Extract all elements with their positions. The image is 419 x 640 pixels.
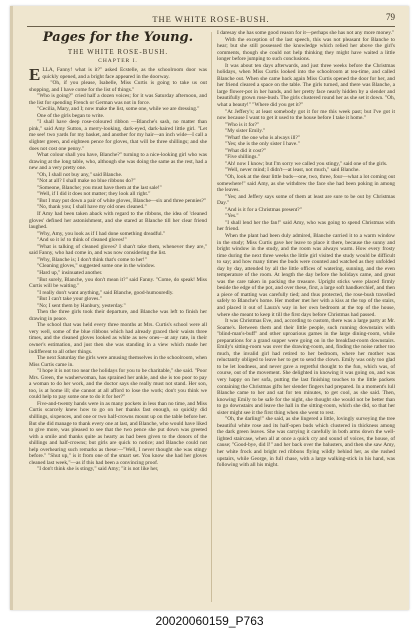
paragraph: "No; I sent them by Hanbury, yesterday." [37,302,126,309]
paragraph: "And so it is! to think of cleaned gloves!" [37,237,127,244]
paragraph: "My sister Emily." [225,128,266,135]
running-head-title: THE WHITE ROSE-BUSH. [152,14,270,24]
chapter-heading: CHAPTER I. [98,58,138,64]
paragraph: "I shall have deep rose-coloured ribbon —Blanche's sash, no matter than pink," said Amy Sutton, a merry-looking, dark-eyed, dark-haired little girl. "Let me see! two yards for my basket, and another for my hair—an inch wide—I call a slighter green, and eighteen pence for gloves, that will be three shillings; and she does not cost one penny." [29,119,207,152]
paragraph: "No, thank you; I shall have my old ones cleaned." [37,204,147,211]
paragraph: "I really don't want anything," said Blanche, good-humouredly. [37,289,174,296]
paragraph: It was Christmas Eve, and, according to custom, there was a large party at Mr. Soame's. Between them and their little people, such running downstairs with "blind-man's-buff" and other uproarious games in the large dining-room, while preparations for a grand supper were going on in the breakfast-room downstairs. Emily's sitting-room was over the drawing-room, and, finding the noise rather too much, the invalid girl had retired to her bedroom, where her mother was reluctantly obliged to leave her to get to send the clown. Emily was only too glad to be let loudness, and never gave a regretful thought to the fun, which was, of course, out of the movement. She delighted in knowing it was going on, and was very happy on her sofa, putting the last finishing touches to the little packets containing the Christmas gifts her slender fingers had prepared. In a moment's lull Blanche came to her and sat for ten minutes, to get cool, as she said. Then, knowing Emily to be safe for the night, she thought she would not be better than to go downstairs and leave the hall in the sitting-room, which she did, so that her sister might see it the first thing when she went to rest. [217,318,395,416]
running-head [13,12,409,26]
paragraph: When the plant had been duly admired, Blanche carried it to a warm window in the study; Miss Curtis gave her leave to place it there, because the sunny and bright window in the study, and the room was always warm. How every frosty time during the next three weeks the little girl visited the study would be difficult to say; and how many times the buds were counted and watched as they unfolded day by day, attended by all the little offices of watering, sunning, and the even temperature of the room. At length the day before the holidays came, and great was the care taken in packing the treasure. Upright sticks were placed firmly beside the edge of the pot, and over these, first, a large soft handkerchief, and then a piece of matting was carefully tied; and thus protected, the rose-bush travelled safely to Blanche's home. Her mother met her with a kiss at the top of the stairs, and placed it out of Laura's way in her own bedroom at the top of the house, where she meant to keep it till the first days before Christmas had passed. [217,232,395,318]
header-rule [27,26,395,27]
opening-paragraph [29,65,207,84]
paragraph: "Oh, I shall not buy any," said Blanche. [37,171,123,178]
paragraph: "Not at all? I shall make no blue ribbons do?" [37,178,136,185]
paragraph: "But surely, Blanche, you don't mean it?" said Fanny. "Come, do speak! Miss Curtis will be waiting." [29,276,207,290]
paragraph-text: LLA, Fanny! what is it?" asked Ecstelle, as the schoolroom door was quickly opened, and a bright face appeared in the doorway. [42,67,207,80]
paragraph: The next Saturday the girls were amusing themselves in the schoolroom, when Miss Curtis came in. [29,355,207,368]
paragraph: Five-and-twenty hands were in as many pockets in less than no time, and Miss Curtis scarcely knew how to go on her thanks fast enough, so quickly did shillings, sixpences, and one or two half-crowns mount up on the table before her. But she did manage to thank every one at last, and Blanche, who would have liked to give more, was pleased to see that the two pence she put down was greeted with a smile and thanks quite as hearty as had been given to the donors of the shillings and half-crowns; but girls are quick to notice; and Blanche could not help overhearing such remarks as these:—"Well, I never thought she was stingy before." "Shut up," is it from one of the smart set. You know she had her gloves cleaned last week,"—as if this had been a convincing proof. [29,400,207,466]
paragraph: "Why, Blanche is; I don't think that's come to her!" [37,256,147,263]
paragraph: "Someone, Blanche; you must have them at the last sale!" [37,184,162,191]
paragraph: "Yes." [225,213,239,220]
paragraph: "But I may put down a pair of white gloves, Blanche—six and three pennies?" [37,197,207,204]
paragraph: "Who is going?" cried half a dozen voices; for it was Saturday afternoon, and the list for spending French or German was not in force. [29,93,207,106]
paragraph: "Who is it for?" [225,121,260,128]
paragraph: "Cleaning gloves," suggested some one in the window. [37,263,156,270]
image-caption: 20020060159_P763 [155,614,264,628]
paragraph: "Oh, if you please, Isabelle, Miss Curtis is going to take us out shopping, and I have come for the list of things." [29,80,207,93]
section-title: Pages for the Young. [42,30,194,45]
paragraph: "What is talking of cleaned gloves? I shan't take them, whenever they are," said Fanny, who had come in, and was now considering the list. [29,243,207,257]
paragraph: "Ah! now I know; but I'm sorry we called you stingy," said one of the girls. [225,160,388,167]
paragraph: "I don't think she is stingy," said Amy; "it is not like her, [37,466,159,473]
paragraph: "Well, never mind; I didn't—at least, not much," said Blanche. [225,167,360,174]
paragraph: It was about ten days afterwards, and just three weeks before the Christmas holidays, when Miss Curtis looked into the schoolroom at tea-time, and called Blanche out. When she came back again Miss Curtis opened the door for her, and her friend cleared a space on the table. The girls turned, and there was Blanche, a large flower-pot in her hands, and her pretty face nearly hidden by a slender and beautifully grown rose-bush. The girls clustered round her as she set it down. "Oh, what a beauty!" "Where did you get it?" [217,62,395,109]
left-column [29,30,207,604]
story-title: THE WHITE ROSE-BUSH. [67,48,169,56]
paragraph: "What did it cost?" [225,147,267,154]
paragraph: With the exception of the last speech, this was not pleasant for Blanche to hear; but she still possessed the knowledge which relied her above the girl's comments, though she could not help thinking they might have waited a little longer before jumping to such conclusions. [217,36,395,63]
paragraph: If Amy had been taken aback with regard to the ribbons, the idea of 'cleaned gloves' defined her astonishment, and she stared at Blanche till her clear friend laughed. [29,211,207,231]
paragraph: What colour shall you have, Blanche?" turning to a nice-looking girl who was drawing at the long table, who, although she was doing the same as the rest, had a new and a very pretty one. [29,152,207,172]
paragraph: "What! the one who is always ill?" [225,134,301,141]
book-page [10,6,409,610]
paragraph: I daresay she has some good reason for it—perhaps she has not any more money." [217,30,395,36]
paragraph: "Well, if I did it does not matter; they look all right." [37,191,151,198]
paragraph: "Yes; she is the only sister I have." [225,141,300,148]
paragraph: "Oh, look at the dear little buds—one, two, three, four—what a lot coming out somewhere!" said Amy, as she withdrew the face she had been poking in among the leaves. [217,174,395,194]
paragraph: "I hope it is not too near the holidays for you to be charitable," she said. "Poor Mrs. Green, the washerwoman, has sprained her ankle, and she is too poor to pay a woman to do her work, and the doctor says she really must not stand. Her son, too, is at home ill; she cannot at all afford to lose the work; don't you think we could help to pay some one to do it for her?" [29,368,207,401]
paragraph: "Yes; and Jeffery says some of them at least are sure to be out by Christmas Day." [217,193,395,207]
paragraph: "But I can't take your gloves." [37,296,102,303]
paragraph: "Five shillings." [225,154,260,161]
column-divider [211,32,212,602]
paragraph: Then the three girls took their departure, and Blanche was left to finish her drawing in peace. [29,309,207,322]
right-column [217,30,395,604]
paragraph: "Cecilia, Mary, and I; now make the list, some one, while we are dressing." [37,106,200,113]
paragraph: "Why, Amy, you look as if I had done something dreadful." [37,230,166,237]
paragraph: "Hard up," insinuated another. [37,269,103,276]
paragraph: "I shall lend her the fan!" said Amy, who was going to spend Christmas with her friend. [217,219,395,233]
paragraph: "Oh, the darling!" she said, as she lingered a little, lovingly surveying the tree beautiful white rose and its half-open buds which clustered in thickness among the dark green leaves. She was carrying it carefully in both arms down the well-lighted staircase, when all at once a quick cry and sound of voices, the house, of cause; "Good-bye, did I!" and her back over the balusters, and then she saw Amy, her white frock and bright red ribbons flying wildly behind her, as she rushed upstairs, while George, in full chase, with a large walking-stick in his hand, was following with all his might. [217,416,395,469]
paragraph: One of the girls began to write. [37,112,105,119]
paragraph: "At Jeffery's; at least somebody got it for me this week past; but I've got it now because I want to get it used to the house before I take it home." [217,108,395,122]
drop-cap: E [29,65,41,84]
page-number: 79 [386,12,395,22]
paragraph: "And is it for a Christmas present?" [225,206,302,213]
paragraph: The school that was held every three months at Mrs. Curtis's school were all very well, some of the blue ribbons which had already graced their waists three times, and the cleaned gloves looked as white as new ones—at any rate, in their owner's estimation, and just then she was standing in a view which made her indifferent to all other things. [29,322,207,355]
